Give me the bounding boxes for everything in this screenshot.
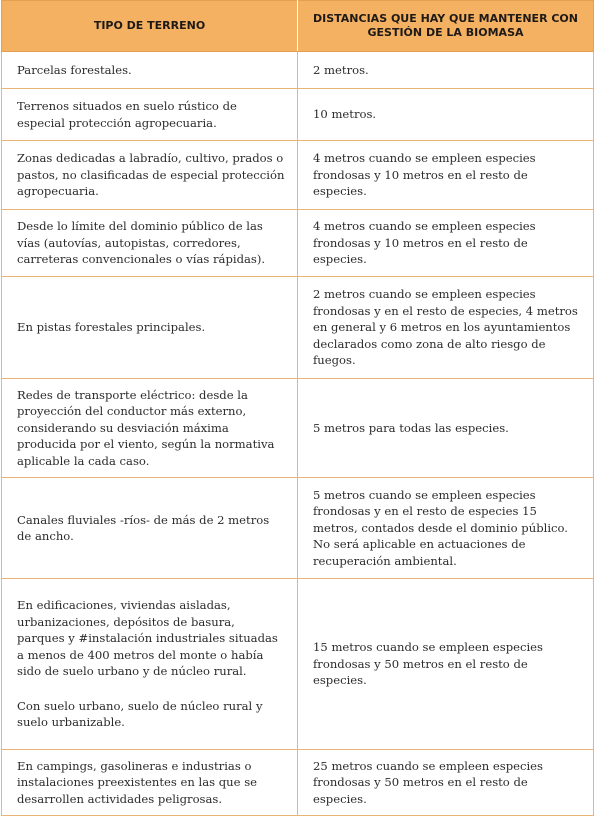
biomass-distance-table [1,0,594,816]
cell-terreno: En campings, gasolineras e industrias o instalaciones preexistentes en las que se desarrollen actividades peligrosas. [2,750,298,816]
cell-terreno: Zonas dedicadas a labradío, cultivo, prados o pastos, no clasificadas de especial protección agropecuaria. [2,141,298,210]
header-tipo-terreno: TIPO DE TERRENO [2,1,298,52]
cell-terreno-extra: Con suelo urbano, suelo de núcleo rural y suelo urbanizable. [17,698,263,730]
table-row [2,579,594,750]
cell-distancia: 2 metros cuando se empleen especies frondosas y en el resto de especies, 4 metros en general y 6 metros en los ayuntamientos declarados como zona de alto riesgo de fuegos. [298,277,594,379]
table-row [2,750,594,816]
cell-terreno: Terrenos situados en suelo rústico de especial protección agropecuaria. [2,89,298,141]
cell-distancia: 25 metros cuando se empleen especies frondosas y 50 metros en el resto de especies. [298,750,594,816]
cell-terreno: Redes de transporte eléctrico: desde la proyección del conductor más externo, considerando su desviación máxima producida por el viento, según la normativa aplicable la cada caso. [2,379,298,478]
cell-terreno: Parcelas forestales. [2,52,298,89]
cell-terreno: Desde lo límite del dominio público de las vías (autovías, autopistas, corredores, carreteras convencionales o vías rápidas). [2,210,298,277]
cell-distancia: 2 metros. [298,52,594,89]
cell-terreno: En pistas forestales principales. [2,277,298,379]
cell-distancia: 15 metros cuando se empleen especies frondosas y 50 metros en el resto de especies. [298,579,594,750]
cell-terreno-main: En edificaciones, viviendas aisladas, urbanizaciones, depósitos de basura, parques y #instalación industriales situadas a menos de 400 metros del monte o había sido de suelo urbano y de núcleo rural. [17,598,278,679]
cell-terreno [2,579,298,750]
table-row [2,141,594,210]
cell-distancia: 5 metros cuando se empleen especies frondosas y en el resto de especies 15 metros, contados desde el dominio público. No será aplicable en actuaciones de recuperación ambiental. [298,478,594,579]
cell-distancia: 4 metros cuando se empleen especies frondosas y 10 metros en el resto de especies. [298,141,594,210]
cell-distancia: 10 metros. [298,89,594,141]
table-header-row [2,1,594,52]
table-row [2,89,594,141]
cell-distancia: 4 metros cuando se empleen especies frondosas y 10 metros en el resto de especies. [298,210,594,277]
table-row [2,277,594,379]
header-distancias: DISTANCIAS QUE HAY QUE MANTENER CON GESTIÓN DE LA BIOMASA [298,1,594,52]
table-row [2,52,594,89]
table-row [2,379,594,478]
table-row [2,478,594,579]
cell-distancia: 5 metros para todas las especies. [298,379,594,478]
cell-terreno: Canales fluviales -ríos- de más de 2 metros de ancho. [2,478,298,579]
table-row [2,210,594,277]
